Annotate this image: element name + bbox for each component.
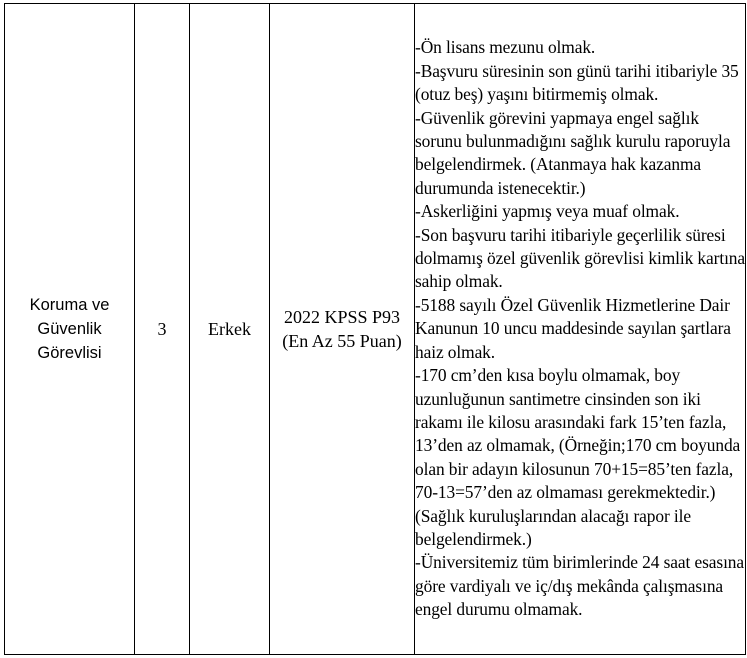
requirement-item: -Son başvuru tarihi itibariyle geçerlilik süresi dolmamış özel güvenlik görevlisi kimlik kartına sahip olmak. [415, 224, 746, 292]
exam-score-cell [270, 4, 415, 655]
requirements-cell [415, 4, 746, 655]
requirement-item: -Üniversitemiz tüm birimlerinde 24 saat esasına göre vardiyalı ve iç/dış mekânda çalışmasına engel durumu olmamak. [415, 552, 745, 620]
position-title-line: Güvenlik [37, 320, 102, 338]
requirement-item: -Başvuru süresinin son günü tarihi itibariyle 35 (otuz beş) yaşını bitirmemiş olmak. [415, 60, 739, 105]
requirement-item: -Ön lisans mezunu olmak. [415, 37, 596, 58]
minimum-score: (En Az 55 Puan) [282, 331, 402, 351]
requirement-item: -Askerliğini yapmış veya muaf olmak. [415, 201, 680, 222]
exam-name: 2022 KPSS P93 [283, 307, 401, 327]
requirement-item: -170 cm’den kısa boylu olmamak, boy uzunluğunun santimetre cinsinden son iki rakamı ile kilosu arasındaki fark 15’ten fazla, 13’den az olmamak, (Örneğin;170 cm boyunda olan bir adayın kilosunun 70+15=85’ten fazla, 70-13=57’den az olmaması gerekmektedir.) (Sağlık kuruluşlarından alacağı rapor ile belgelendirmek.) [415, 365, 741, 549]
position-title-line: Görevlisi [37, 344, 102, 362]
requirement-item: -Güvenlik görevini yapmaya engel sağlık sorunu bulunmadığını sağlık kurulu raporuyla belgelendirmek. (Atanmaya hak kazanma durumunda istenecektir.) [415, 107, 731, 198]
table-row [5, 4, 746, 655]
requirements-table [4, 3, 746, 655]
position-title-cell [5, 4, 135, 655]
gender-cell: Erkek [190, 4, 270, 655]
position-count-cell: 3 [135, 4, 190, 655]
requirement-item: -5188 sayılı Özel Güvenlik Hizmetlerine Dair Kanunun 10 uncu maddesinde sayılan şartlara haiz olmak. [415, 294, 731, 362]
position-title-line: Koruma ve [29, 296, 110, 314]
